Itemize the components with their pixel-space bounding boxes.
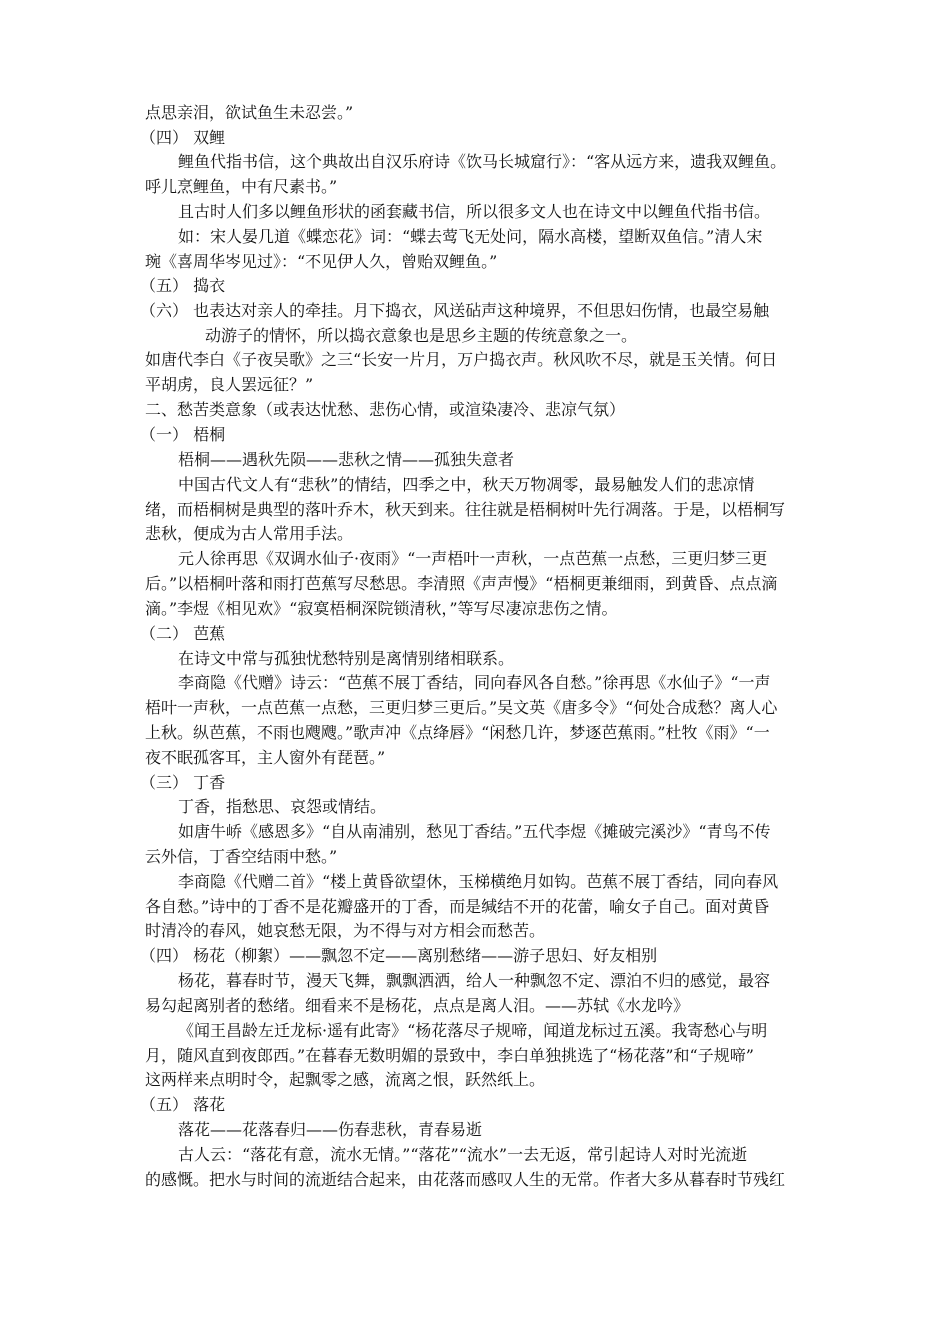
text-line: 中国古代文人有“悲秋”的情结，四季之中，秋天万物凋零，最易触发人们的悲凉情 [178,475,755,494]
text-line: 如唐牛峤《感恩多》“自从南浦别，愁见丁香结。”五代李煜《摊破完溪沙》“青鸟不传 [178,822,771,841]
text-line: 《闻王昌龄左迁龙标·遥有此寄》“杨花落尽子规啼，闻道龙标过五溪。我寄愁心与明 [178,1021,768,1040]
section-heading: （二） 芭蕉 [140,624,226,643]
text-line: 云外信，丁香空结雨中愁。” [145,847,338,866]
text-line: 夜不眠孤客耳，主人窗外有琵琶。” [145,748,386,767]
text-line: 时清冷的春风，她哀愁无限，为不得与对方相会而愁苦。 [145,921,546,940]
text-line: 的感慨。把水与时间的流逝结合起来，由花落而感叹人生的无常。作者大多从暮春时节残红 [145,1170,786,1189]
text-line: 悲秋，便成为古人常用手法。 [145,524,354,543]
text-line: 上秋。纵芭蕉，不雨也飕飕。”歌声冲《点绛唇》“闲愁几许，梦逐芭蕉雨。”杜牧《雨》“一 [145,723,770,742]
text-line: 滴。”李煜《相见欢》“寂寞梧桐深院锁清秋，”等写尽凄凉悲伤之情。 [145,599,618,618]
section-heading: （三） 丁香 [140,773,226,792]
text-line: 易勾起离别者的愁绪。细看来不是杨花，点点是离人泪。——苏轼《水龙吟》 [145,996,690,1015]
text-line: 李商隐《代赠二首》“楼上黄昏欲望休，玉梯横绝月如钩。芭蕉不展丁香结，同向春风 [178,872,779,891]
text-line: 后。”以梧桐叶落和雨打芭蕉写尽愁思。李清照《声声慢》“梧桐更兼细雨，到黄昏、点点滴 [145,574,778,593]
text-line: 在诗文中常与孤独忧愁特别是离情别绪相联系。 [178,649,515,668]
section-heading: （一） 梧桐 [140,425,226,444]
text-line: 梧叶一声秋，一点芭蕉一点愁，三更归梦三更后。”吴文英《唐多令》“何处合成愁？离人心 [145,698,778,717]
text-line: 这两样来点明时令，起飘零之感，流离之恨，跃然纸上。 [145,1070,546,1089]
text-line: 绪，而梧桐树是典型的落叶乔木，秋天到来。往往就是梧桐树叶先行凋落。于是，以梧桐写 [145,500,786,519]
text-line: 梧桐——遇秋先陨——悲秋之情——孤独失意者 [178,450,515,469]
section-heading: （四） 双鲤 [140,128,226,147]
text-line: 李商隐《代赠》诗云：“芭蕉不展丁香结，同向春风各自愁。”徐再思《水仙子》“一声 [178,673,771,692]
text-line: 月，随风直到夜郎西。”在暮春无数明媚的景致中，李白单独挑选了“杨花落”和“子规啼” [145,1046,754,1065]
text-line: 丁香，指愁思、哀怨或情结。 [178,797,387,816]
text-line: 各自愁。”诗中的丁香不是花瓣盛开的丁香，而是缄结不开的花蕾，喻女子自己。面对黄昏 [145,897,770,916]
text-line: 琬《喜周华岑见过》：“不见伊人久，曾贻双鲤鱼。” [145,252,498,271]
text-line: 动游子的情怀，所以捣衣意象也是思乡主题的传统意象之一。 [205,326,638,345]
text-line: 鲤鱼代指书信，这个典故出自汉乐府诗《饮马长城窟行》：“客从远方来，遗我双鲤鱼。 [178,152,787,171]
text-line: 杨花，暮春时节，漫天飞舞，飘飘洒洒，给人一种飘忽不定、漂泊不归的感觉，最容 [178,971,771,990]
section-heading: （五） 落花 [140,1095,226,1114]
text-line: 点思亲泪，欲试鱼生未忍尝。” [145,103,354,122]
text-line: 呼儿烹鲤鱼，中有尺素书。” [145,177,338,196]
text-line: 如：宋人晏几道《蝶恋花》词：“蝶去莺飞无处问，隔水高楼，望断双鱼信。”清人宋 [178,227,763,246]
text-line: 平胡虏，良人罢远征？” [145,375,314,394]
section-heading: （五） 捣衣 [140,276,226,295]
text-line: 落花——花落春归——伤春悲秋，青春易逝 [178,1120,483,1139]
section-heading: 二、愁苦类意象（或表达忧愁、悲伤心情，或渲染凄冷、悲凉气氛） [145,400,626,419]
text-line: 如唐代李白《子夜吴歌》之三“长安一片月，万户捣衣声。秋风吹不尽，就是玉关情。何日 [145,350,778,369]
text-line: 古人云：“落花有意，流水无情。”“落花”“流水”一去无返，常引起诗人对时光流逝 [178,1145,748,1164]
text-line: （六） 也表达对亲人的牵挂。月下捣衣，风送砧声这种境界，不但思妇伤情，也最空易触 [140,301,770,320]
text-line: 且古时人们多以鲤鱼形状的函套藏书信，所以很多文人也在诗文中以鲤鱼代指书信。 [178,202,771,221]
text-line: 元人徐再思《双调水仙子·夜雨》“一声梧叶一声秋，一点芭蕉一点愁，三更归梦三更 [178,549,768,568]
section-heading: （四） 杨花（柳絮）——飘忽不定——离别愁绪——游子思妇、好友相别 [140,946,658,965]
